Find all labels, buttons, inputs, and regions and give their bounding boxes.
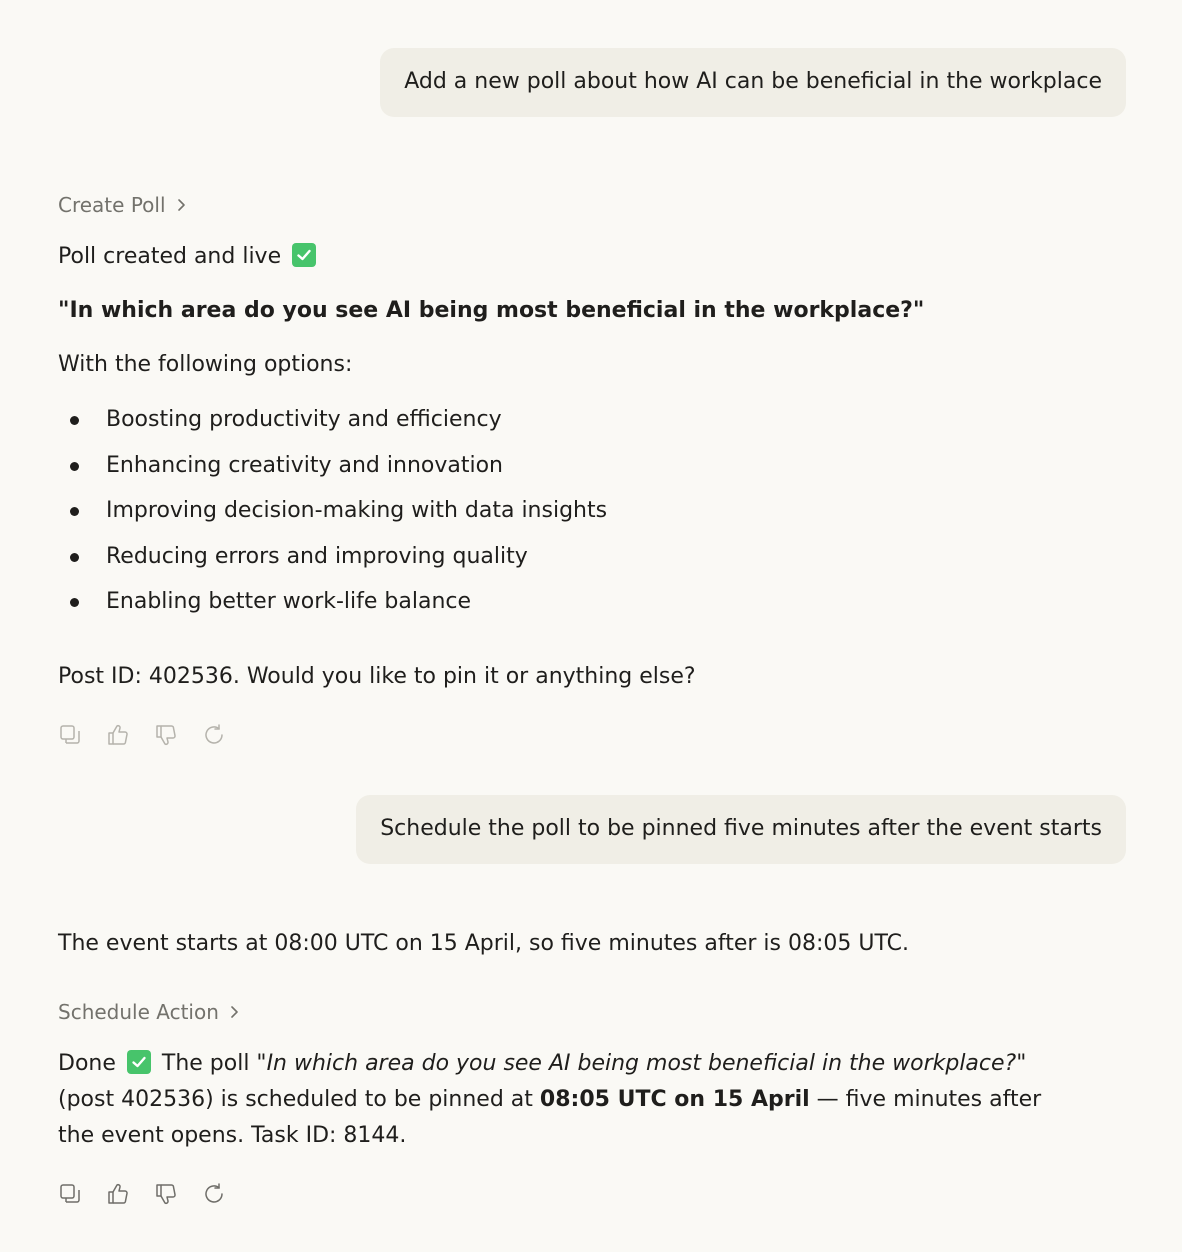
- chevron-right-icon: [174, 198, 188, 212]
- retry-icon[interactable]: [202, 1182, 226, 1206]
- thumbs-up-icon[interactable]: [106, 723, 130, 747]
- done-text-part1: The poll ": [154, 1051, 267, 1076]
- user-message-bubble: [356, 795, 1126, 864]
- tool-name: Schedule Action: [58, 1000, 219, 1024]
- done-text-part2: " (post 402536) is scheduled to be pinned at: [58, 1051, 1027, 1112]
- poll-options-list: [58, 397, 607, 625]
- chevron-right-icon: [227, 1005, 241, 1019]
- list-item: Enhancing creativity and innovation: [58, 443, 607, 489]
- done-question-italic: In which area do you see AI being most beneficial in the workplace?: [266, 1051, 1017, 1076]
- message-actions: [58, 1182, 226, 1206]
- options-intro: With the following options:: [58, 352, 353, 377]
- schedule-action-tool-toggle[interactable]: [58, 1000, 241, 1024]
- user-message-text: Schedule the poll to be pinned five minutes after the event starts: [380, 816, 1102, 841]
- event-line: The event starts at 08:00 UTC on 15 April, so five minutes after is 08:05 UTC.: [58, 931, 909, 956]
- check-box-icon: [292, 243, 316, 267]
- done-text-part3: — five minutes after the event opens. Task ID: 8144.: [58, 1087, 1042, 1148]
- retry-icon[interactable]: [202, 723, 226, 747]
- post-id-line: Post ID: 402536. Would you like to pin it or anything else?: [58, 664, 696, 689]
- tool-name: Create Poll: [58, 193, 166, 217]
- user-message-text: Add a new poll about how AI can be beneficial in the workplace: [404, 69, 1102, 94]
- list-item: Reducing errors and improving quality: [58, 534, 607, 580]
- poll-created-text: Poll created and live: [58, 244, 282, 269]
- thumbs-up-icon[interactable]: [106, 1182, 130, 1206]
- create-poll-tool-toggle[interactable]: [58, 193, 188, 217]
- done-time-bold: 08:05 UTC on 15 April: [539, 1087, 810, 1112]
- list-item: Enabling better work-life balance: [58, 579, 607, 625]
- message-actions: [58, 723, 226, 747]
- check-box-icon: [127, 1050, 151, 1074]
- done-prefix: Done: [58, 1051, 116, 1076]
- copy-icon[interactable]: [58, 723, 82, 747]
- poll-question: "In which area do you see AI being most beneficial in the workplace?": [58, 298, 925, 323]
- thumbs-down-icon[interactable]: [154, 1182, 178, 1206]
- list-item: Boosting productivity and efficiency: [58, 397, 607, 443]
- list-item: Improving decision-making with data insights: [58, 488, 607, 534]
- poll-created-line: [58, 239, 320, 275]
- thumbs-down-icon[interactable]: [154, 723, 178, 747]
- done-paragraph: [58, 1046, 1058, 1154]
- copy-icon[interactable]: [58, 1182, 82, 1206]
- user-message-bubble: [380, 48, 1126, 117]
